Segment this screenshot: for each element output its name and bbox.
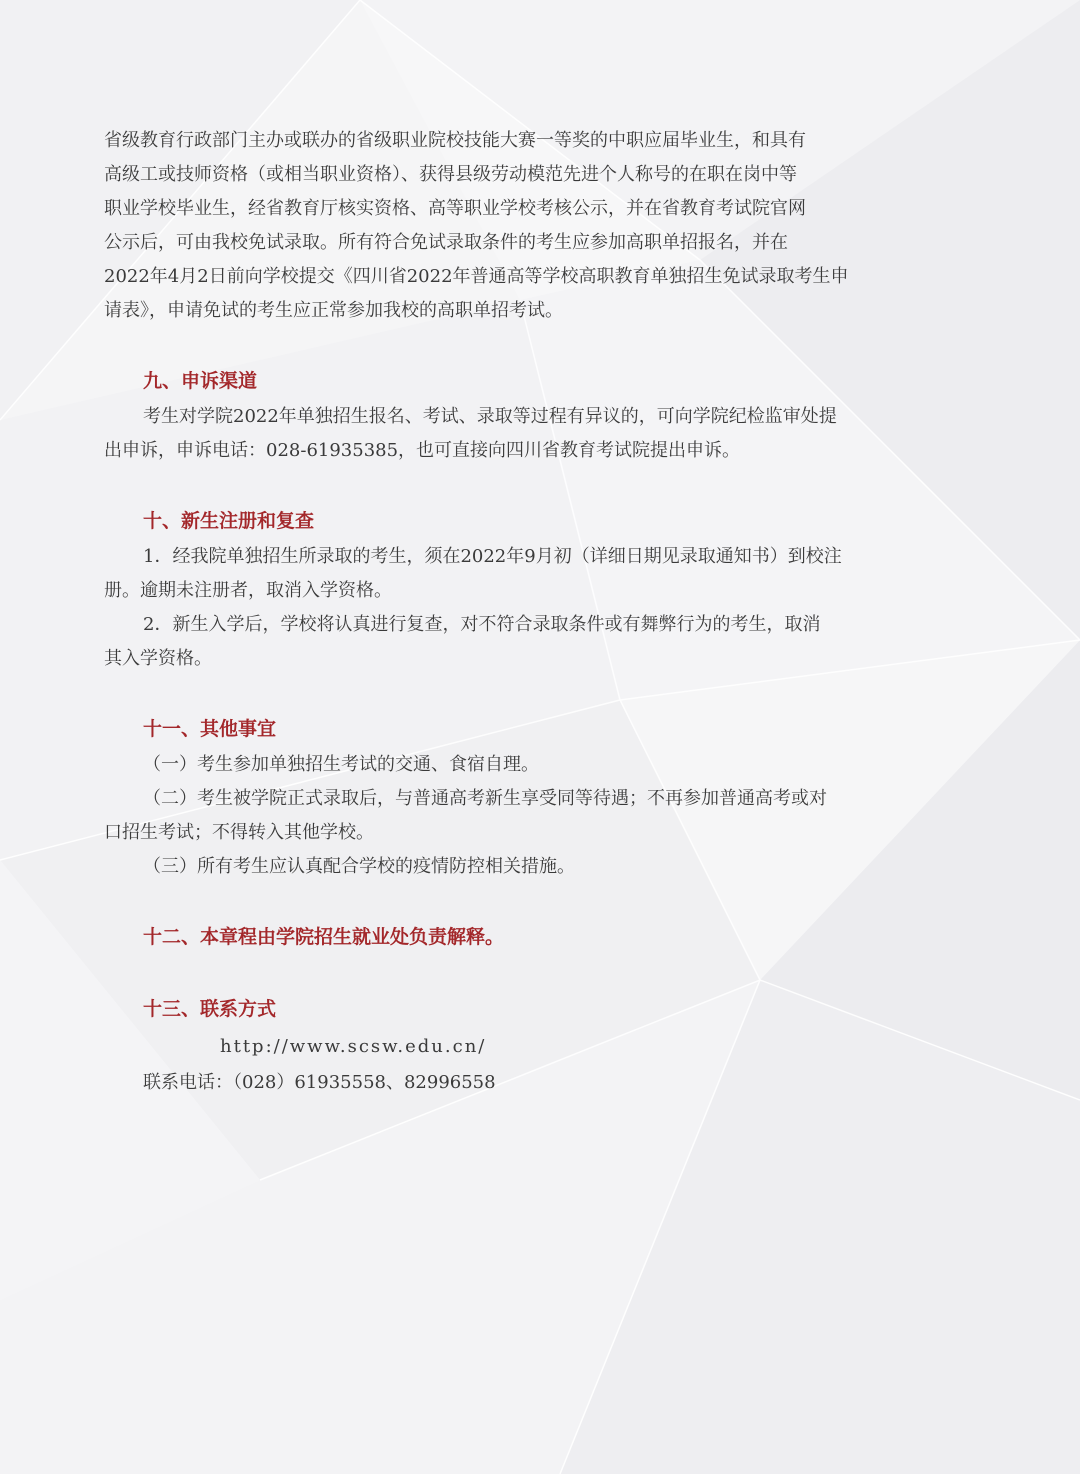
text-line: 2022年4月2日前向学校提交《四川省2022年普通高等学校高职教育单独招生免试录取考生申 xyxy=(104,266,849,287)
text-line: 省级教育行政部门主办或联办的省级职业院校技能大赛一等奖的中职应届毕业生，和具有 xyxy=(104,130,806,151)
text-line: 册。逾期未注册者，取消入学资格。 xyxy=(104,580,392,601)
section-heading: 十三、联系方式 xyxy=(143,998,277,1020)
text-line: 公示后，可由我校免试录取。所有符合免试录取条件的考生应参加高职单招报名，并在 xyxy=(104,232,788,253)
section-heading: 九、申诉渠道 xyxy=(143,370,258,392)
section-heading: 十、新生注册和复查 xyxy=(143,510,315,532)
text-line: 职业学校毕业生，经省教育厅核实资格、高等职业学校考核公示，并在省教育考试院官网 xyxy=(104,198,806,219)
text-line: （三）所有考生应认真配合学校的疫情防控相关措施。 xyxy=(143,856,575,877)
text-line: 请表》，申请免试的考生应正常参加我校的高职单招考试。 xyxy=(104,300,563,321)
text-line: 出申诉，申诉电话：028-61935385，也可直接向四川省教育考试院提出申诉。 xyxy=(104,440,741,461)
text-line: 2．新生入学后，学校将认真进行复查，对不符合录取条件或有舞弊行为的考生，取消 xyxy=(143,614,821,635)
website-link[interactable]: http://www.scsw.edu.cn/ xyxy=(220,1036,487,1057)
section-heading: 十一、其他事宜 xyxy=(143,718,277,740)
text-line: 口招生考试；不得转入其他学校。 xyxy=(104,822,374,843)
section-heading: 十二、本章程由学院招生就业处负责解释。 xyxy=(143,926,505,948)
text-line: 1．经我院单独招生所录取的考生，须在2022年9月初（详细日期见录取通知书）到校注 xyxy=(143,546,842,567)
contact-phone: 联系电话：（028）61935558、82996558 xyxy=(143,1072,496,1093)
text-line: （二）考生被学院正式录取后，与普通高考新生享受同等待遇；不再参加普通高考或对 xyxy=(143,788,827,809)
text-line: （一）考生参加单独招生考试的交通、食宿自理。 xyxy=(143,754,539,775)
text-line: 考生对学院2022年单独招生报名、考试、录取等过程有异议的，可向学院纪检监审处提 xyxy=(143,406,837,427)
text-line: 其入学资格。 xyxy=(104,648,212,669)
text-line: 高级工或技师资格（或相当职业资格）、获得县级劳动模范先进个人称号的在职在岗中等 xyxy=(104,164,797,185)
